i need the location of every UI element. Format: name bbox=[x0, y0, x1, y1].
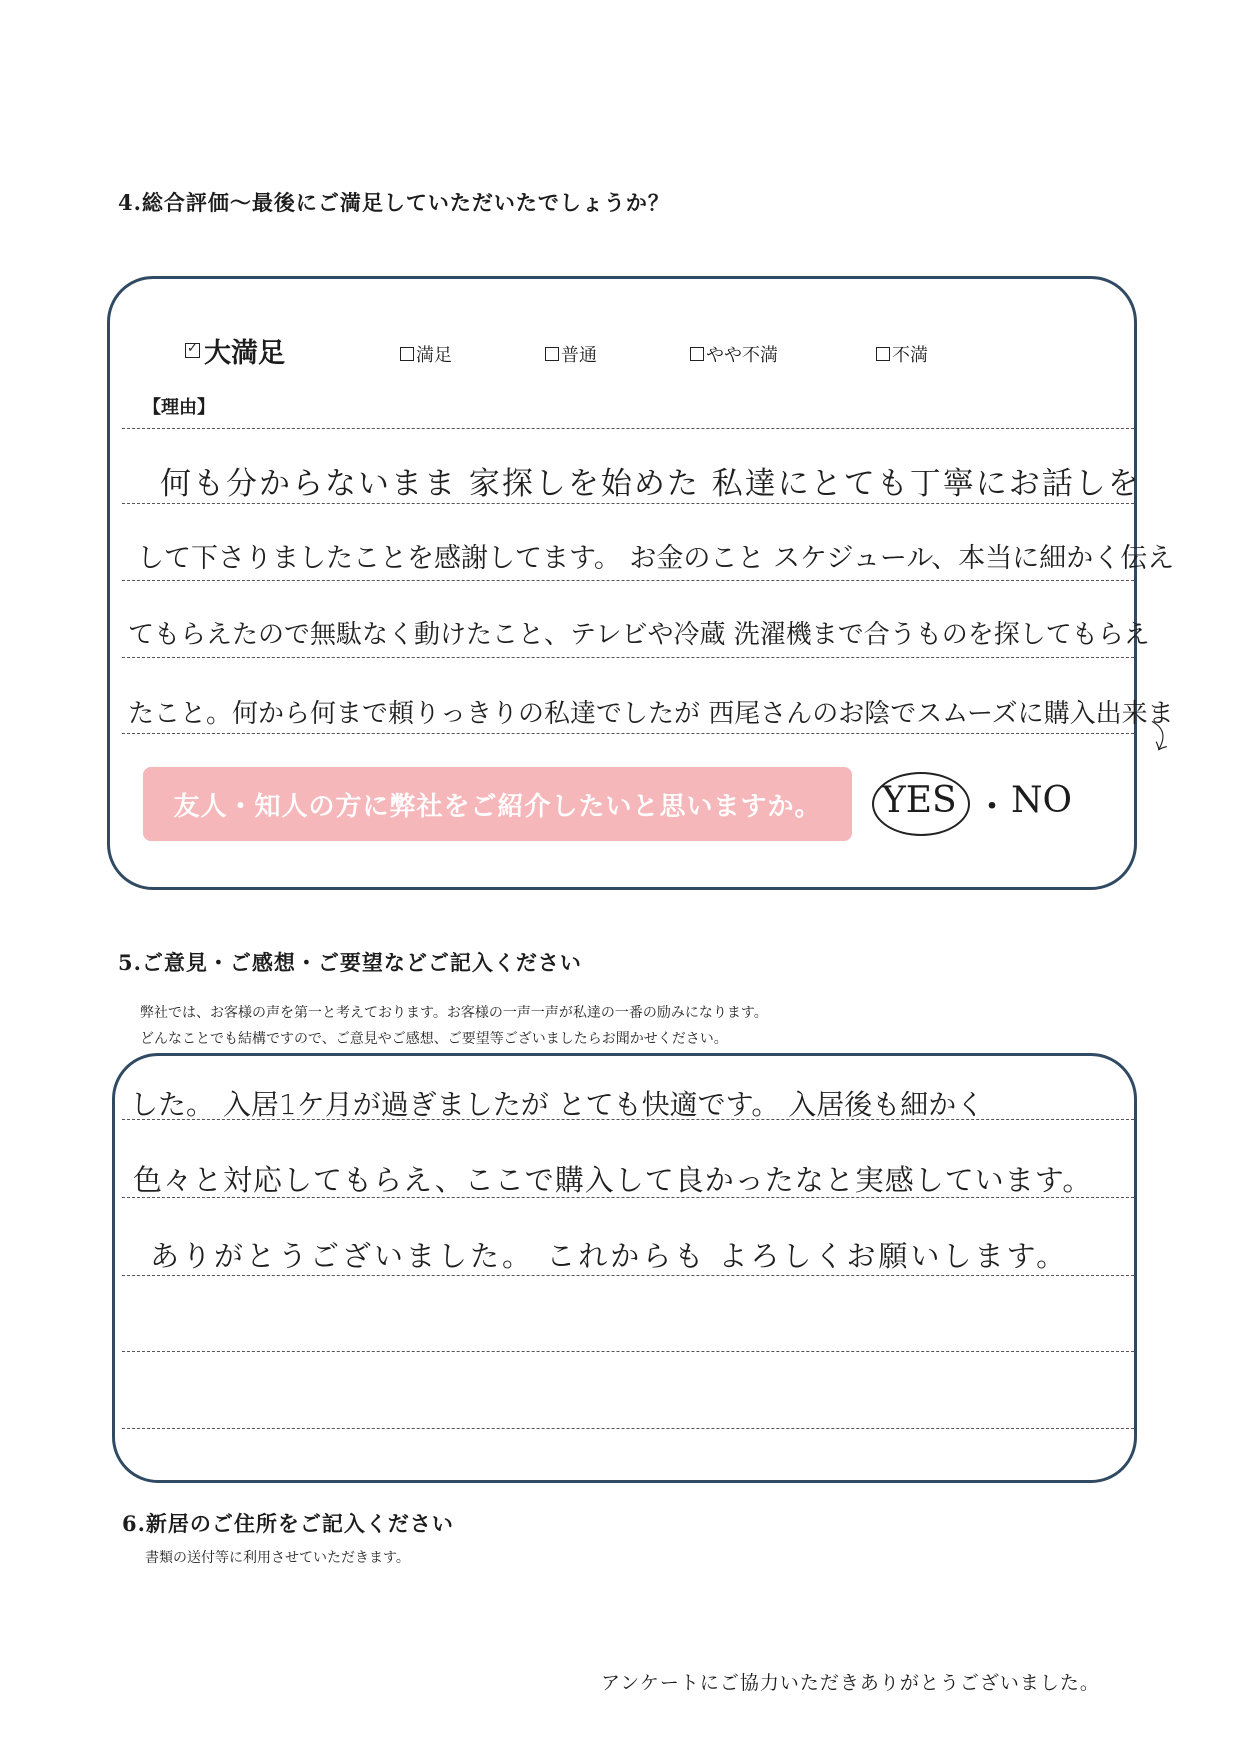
option-neutral[interactable] bbox=[545, 341, 597, 367]
reason-handwriting-line: たこと。何から何まで頼りっきりの私達でしたが 西尾さんのお陰でスムーズに購入出来ま bbox=[128, 699, 1174, 729]
thank-you-message: アンケートにご協力いただきありがとうございました。 bbox=[601, 1672, 1100, 1694]
referral-separator: ・ bbox=[977, 790, 1007, 825]
checkbox-icon[interactable] bbox=[400, 347, 414, 361]
writing-line bbox=[122, 503, 1134, 504]
referral-question: 友人・知人の方に弊社をご紹介したいと思いますか。 bbox=[173, 791, 822, 822]
comment-handwriting-line: ありがとうございました。 これからも よろしくお願いします。 bbox=[150, 1239, 1069, 1273]
comment-handwriting-line: した。 入居1ケ月が過ぎましたが とても快適です。 入居後も細かく bbox=[130, 1088, 985, 1121]
writing-line bbox=[122, 657, 1134, 658]
reason-handwriting-line: てもらえたので無駄なく動けたこと、テレビや冷蔵 洗濯機まで合うものを探してもらえ bbox=[128, 620, 1150, 650]
comment-handwriting-line: 色々と対応してもらえ、ここで購入して良かったなと実感しています。 bbox=[133, 1163, 1093, 1197]
q6-description: 書類の送付等に利用させていただきます。 bbox=[145, 1550, 410, 1566]
writing-line bbox=[122, 428, 1134, 429]
option-label: 大満足 bbox=[204, 338, 285, 369]
writing-line bbox=[122, 580, 1134, 581]
referral-yes-option[interactable]: YES bbox=[882, 780, 957, 821]
option-label: 不満 bbox=[892, 345, 928, 366]
reason-label: 【理由】 bbox=[143, 397, 215, 418]
q5-description: 弊社では、お客様の声を第一と考えております。お客様の一声一声が私達の一番の励みになります。 bbox=[140, 1005, 768, 1021]
reason-handwriting-line: 何も分からないまま 家探しを始めた 私達にとても丁寧にお話しを bbox=[160, 466, 1141, 502]
option-label: 普通 bbox=[561, 345, 597, 366]
continue-arrow-icon: ⤵ bbox=[1138, 719, 1176, 758]
writing-line bbox=[122, 733, 1134, 734]
option-satisfied[interactable] bbox=[400, 341, 452, 367]
q5-description: どんなことでも結構ですので、ご意見やご感想、ご要望等ございましたらお聞かせください。 bbox=[140, 1031, 728, 1047]
option-label: やや不満 bbox=[706, 345, 778, 366]
option-very-satisfied[interactable] bbox=[185, 331, 285, 370]
writing-line bbox=[122, 1351, 1134, 1352]
checkbox-icon[interactable] bbox=[690, 347, 704, 361]
option-label: 満足 bbox=[416, 345, 452, 366]
check-mark-icon: ✓ bbox=[187, 341, 198, 356]
referral-no-option[interactable]: NO bbox=[1011, 780, 1073, 821]
q5-title: 5.ご意見・ご感想・ご要望などご記入ください bbox=[118, 950, 582, 975]
checkbox-icon[interactable] bbox=[876, 347, 890, 361]
option-dissatisfied[interactable] bbox=[876, 341, 928, 367]
q4-title: 4.総合評価〜最後にご満足していただいたでしょうか？ bbox=[118, 190, 670, 215]
reason-handwriting-line: して下さりましたことを感謝してます。 お金のこと スケジュール、本当に細かく伝え bbox=[137, 543, 1175, 574]
option-somewhat-dissatisfied[interactable] bbox=[690, 341, 778, 367]
writing-line bbox=[122, 1428, 1134, 1429]
checkbox-icon[interactable] bbox=[545, 347, 559, 361]
referral-question-banner bbox=[143, 767, 852, 841]
q6-title: 6.新居のご住所をご記入ください bbox=[122, 1511, 454, 1536]
writing-line bbox=[122, 1275, 1134, 1276]
checkbox-icon[interactable] bbox=[185, 343, 200, 358]
